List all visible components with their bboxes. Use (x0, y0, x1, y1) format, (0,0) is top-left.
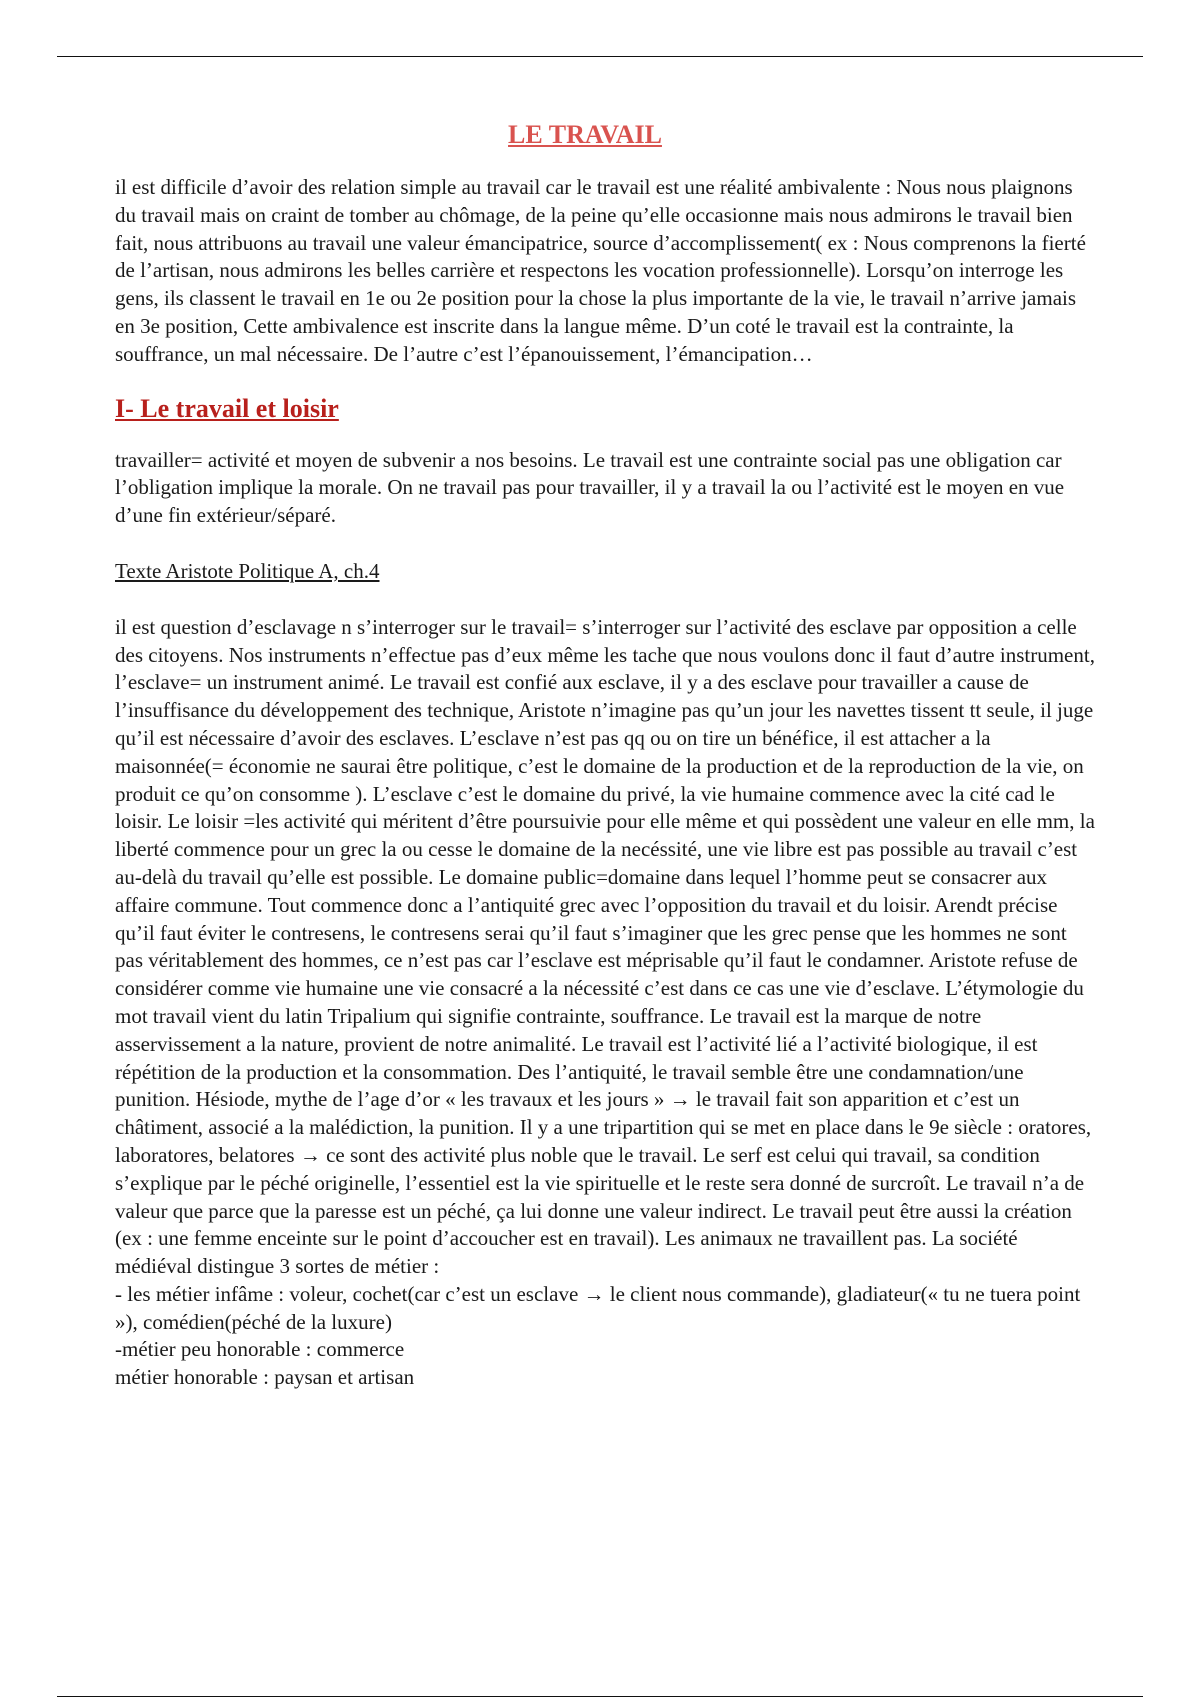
text-reference: Texte Aristote Politique A, ch.4 (115, 558, 380, 583)
list-item: - les métier infâme : voleur, cochet(car c’est un esclave → le client nous commande), gladiateur(« tu ne tuera point »), comédien(péché de la luxure) (115, 1281, 1081, 1334)
list-item: -métier peu honorable : commerce (115, 1337, 405, 1362)
trade-list (115, 1281, 1095, 1392)
document-body (115, 112, 1095, 1392)
document-title: LE TRAVAIL (508, 120, 662, 149)
section-heading: I- Le travail et loisir (115, 393, 339, 423)
definition-paragraph: travailler= activité et moyen de subvenir a nos besoins. Le travail est une contrainte social pas une obligation car l’obligation implique la morale. On ne travail pas pour travailler, il y a travail la ou l’activité est le moyen en vue d’une fin extérieur/séparé. (115, 447, 1065, 528)
body-paragraph: il est question d’esclavage n s’interroger sur le travail= s’interroger sur l’activité des esclave par opposition a celle des citoyens. Nos instruments n’effectue pas d’eux même les tache que nous voulons donc il faut d’autre instrument, l’esclave= un instrument animé. Le travail est confié aux esclave, il y a des esclave pour travailler a cause de l’insuffisance du développement des technique, Aristote n’imagine pas qu’un jour les navettes tissent tt seule, il juge qu’il est nécessaire d’avoir des esclaves. L’esclave n’est pas qq ou on tire un bénéfice, il est attacher a la maisonnée(= économie ne saurai être politique, c’est le domaine de la production et de la reproduction de la vie, on produit ce qu’on consomme ). L’esclave c’est le domaine du privé, la vie humaine commence avec la cité cad le loisir. Le loisir =les activité qui méritent d’être poursuivie pour elle même et qui possèdent une valeur en elle mm, la liberté commence pour un grec la ou cesse le domaine de la necéssité, une vie libre est pas possible au travail c’est au-delà du travail qu’elle est possible. Le domaine public=domaine dans lequel l’homme peut se consacrer aux affaire commune. Tout commence donc a l’antiquité grec avec l’opposition du travail et du loisir. Arendt précise qu’il faut éviter le contresens, le contresens serai qu’il faut s’imaginer que les grec pense que les hommes ne sont pas véritablement des hommes, ce n’est pas car l’esclave est méprisable qu’il faut le condamner. Aristote refuse de considérer comme vie humaine une vie consacré a la nécessité c’est dans ce cas une vie d’esclave. L’étymologie du mot travail vient du latin Tripalium qui signifie contrainte, souffrance. Le travail est la marque de notre asservissement a la nature, provient de notre animalité. Le travail est l’activité lié a l’activité biologique, il est répétition de la production et la consommation. Des l’antiquité, le travail semble être une condamnation/une punition. Hésiode, mythe de l’age d’or « les travaux et les jours » → le travail fait son apparition et c’est un châtiment, associé a la malédiction, la punition. Il y a une tripartition qui se met en place dans le 9e siècle : oratores, laboratores, belatores → ce sont des activité plus noble que le travail. Le serf est celui qui travail, sa condition s’explique par le péché originelle, l’essentiel est la vie spirituelle et le reste sera donné de surcroît. Le travail n’a de valeur que parce que la paresse est un péché, ça lui donne une valeur indirect. Le travail peut être aussi la création (ex : une femme enceinte sur le point d’accoucher est en travail). Les animaux ne travaillent pas. La société médiéval distingue 3 sortes de métier : (115, 614, 1095, 1279)
bottom-rule (57, 1696, 1143, 1697)
intro-paragraph: il est difficile d’avoir des relation simple au travail car le travail est une réalité ambivalente : Nous nous plaignons du travail mais on craint de tomber au chômage, de la peine qu’elle occasionne mais nous admirons le travail bien fait, nous attribuons au travail une valeur émancipatrice, source d’accomplissement( ex : Nous comprenons la fierté de l’artisan, nous admirons les belles carrière et respectons les vocation professionnelle). Lorsqu’on interroge les gens, ils classent le travail en 1e ou 2e position pour la chose la plus importante de la vie, le travail n’arrive jamais en 3e position, Cette ambivalence est inscrite dans la langue même. D’un coté le travail est la contrainte, la souffrance, un mal nécessaire. De l’autre c’est l’épanouissement, l’émancipation… (115, 175, 1086, 366)
top-rule (57, 56, 1143, 57)
list-item: métier honorable : paysan et artisan (115, 1365, 415, 1390)
